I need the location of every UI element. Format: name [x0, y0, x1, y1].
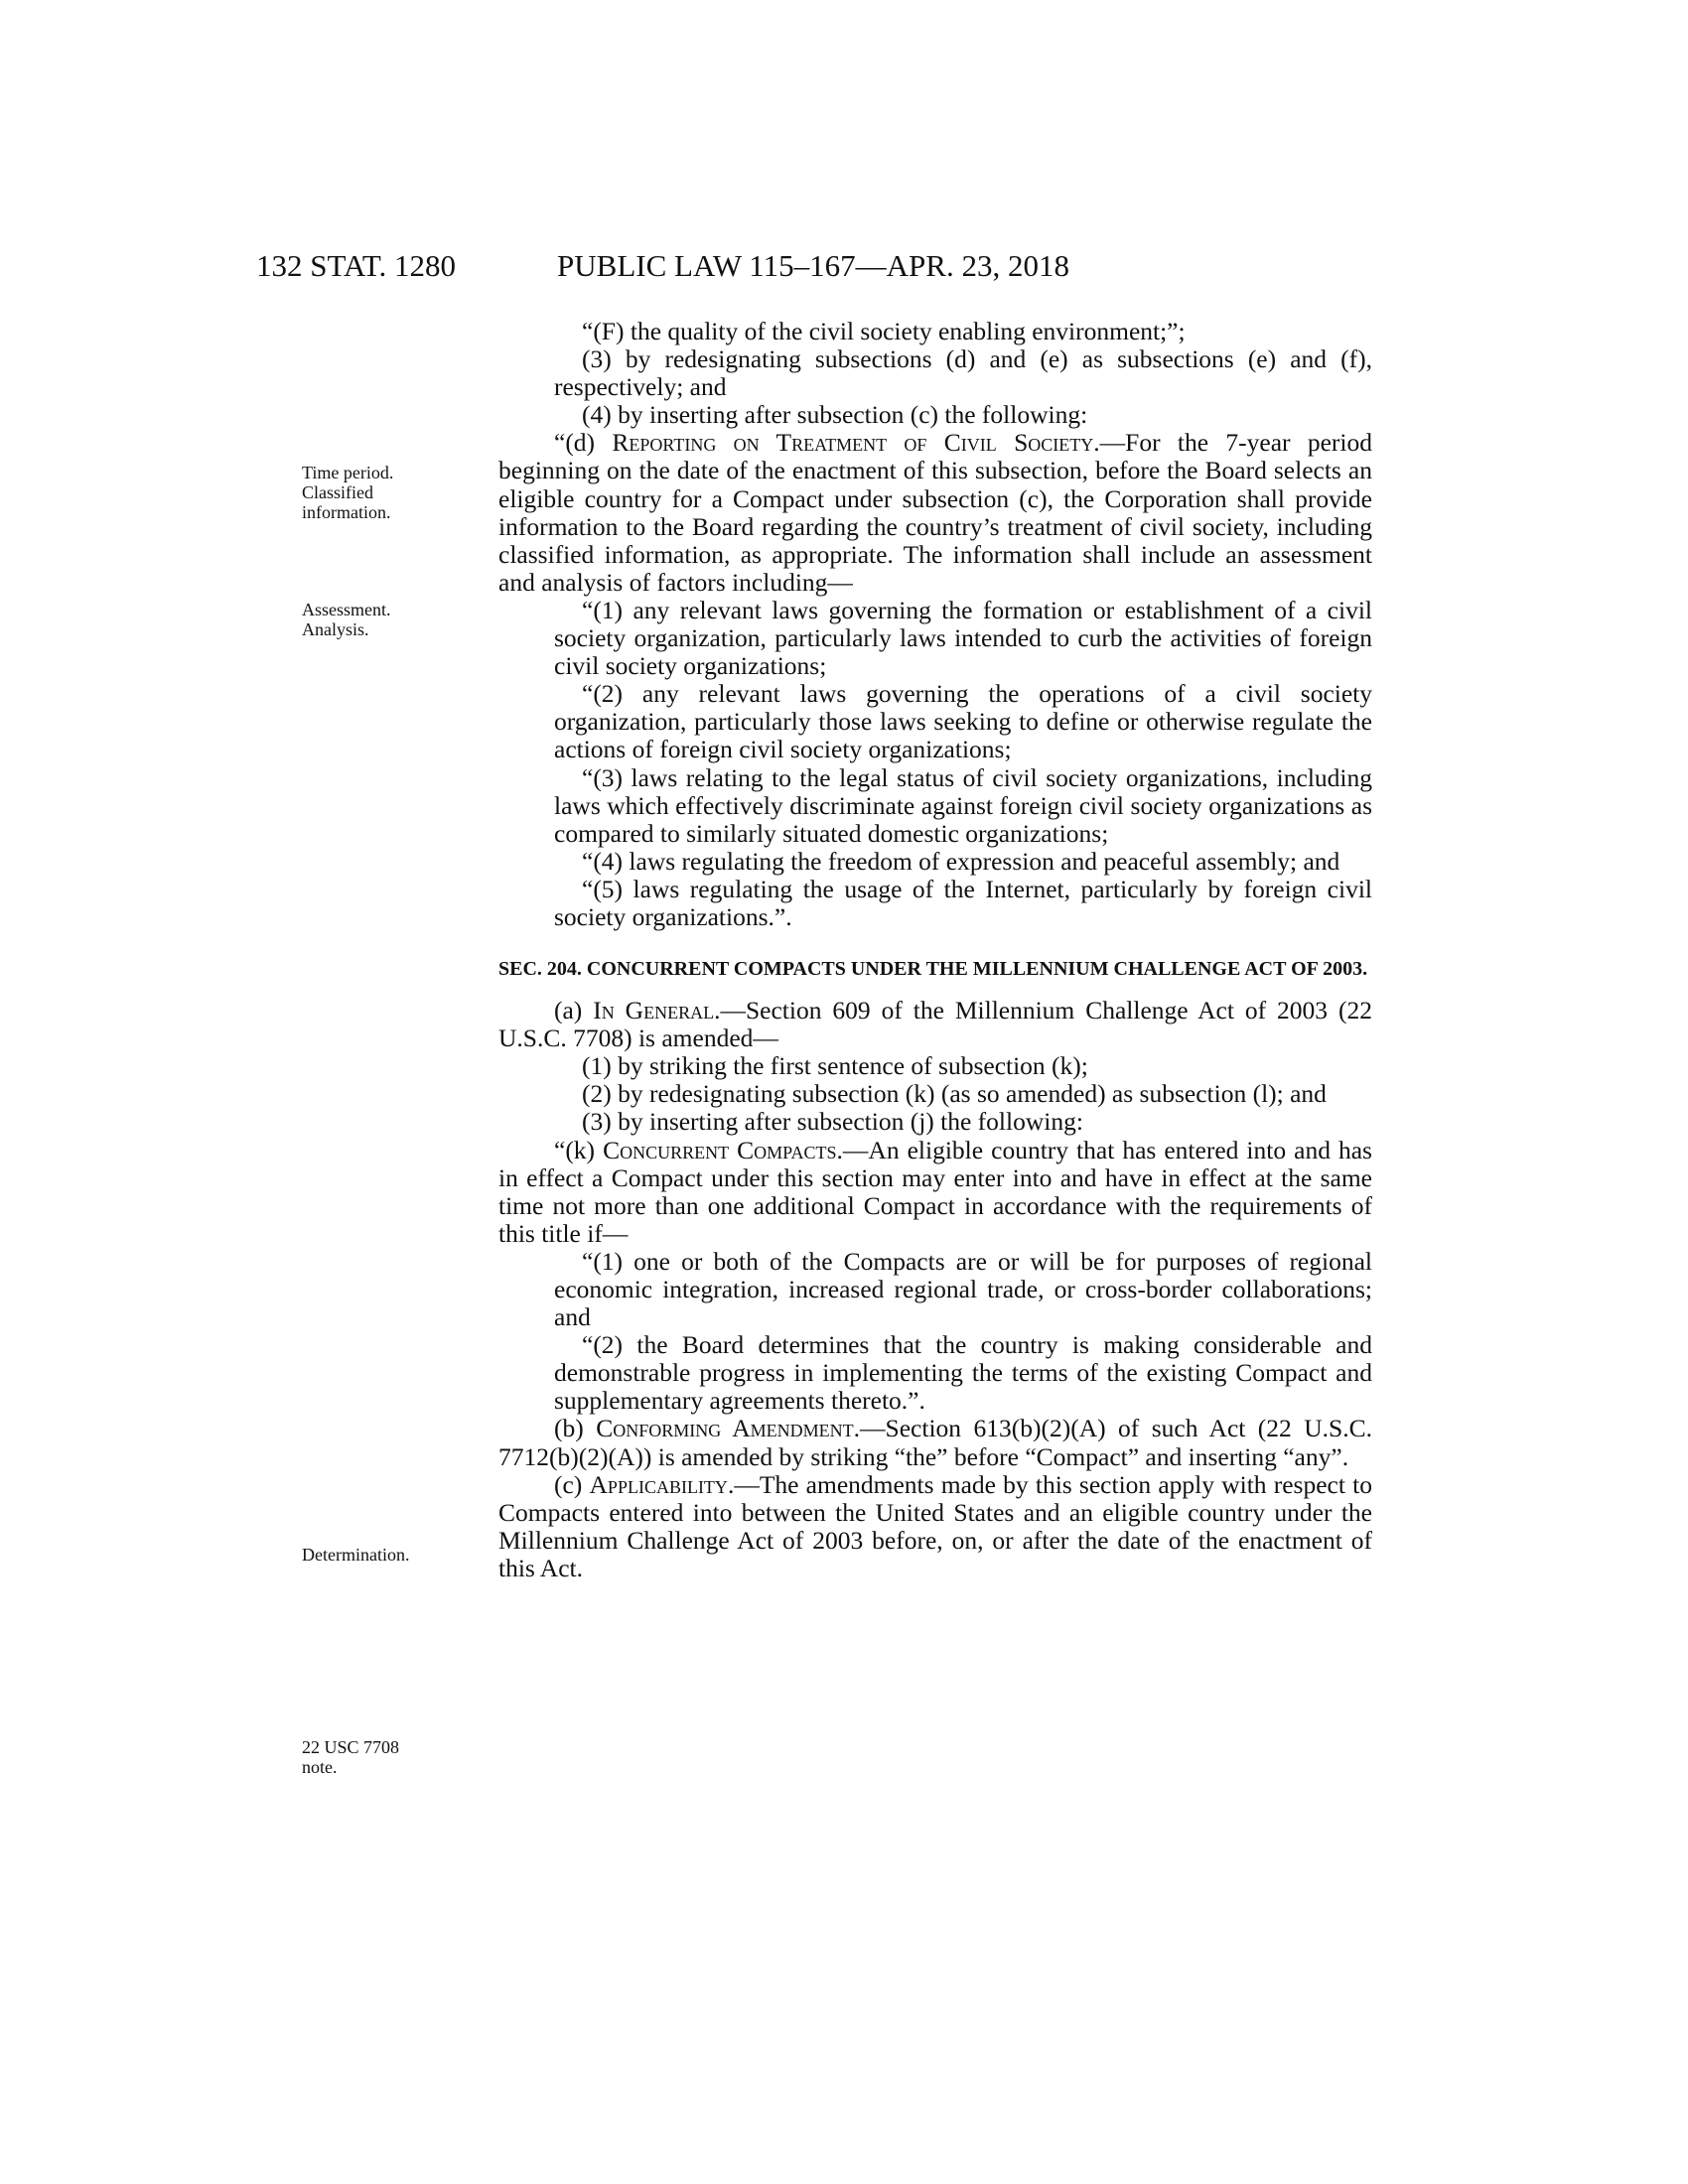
margin-note-line: Assessment.	[302, 600, 391, 619]
amendment-1: (1) by striking the first sentence of subsection (k);	[582, 1051, 1088, 1081]
subsection-d	[498, 429, 1372, 597]
factor-5: “(5) laws regulating the usage of the Internet, particularly by foreign civil society organizations.”.	[554, 874, 1372, 931]
stat-citation: 132 STAT. 1280	[256, 248, 457, 283]
subsection-c	[498, 1471, 1372, 1582]
margin-note-line: Time period.	[302, 463, 394, 482]
subsection-a	[498, 997, 1372, 1052]
subsection-a-heading: In General	[593, 996, 715, 1025]
factor-2: “(2) any relevant laws governing the operations of a civil society organization, particularly those laws seeking to define or otherwise regulate the actions of foreign civil society organizations;	[554, 679, 1372, 764]
subsection-k	[498, 1137, 1372, 1248]
amendment-2: (2) by redesignating subsection (k) (as so amended) as subsection (l); and	[582, 1079, 1327, 1109]
factor-1: “(1) any relevant laws governing the formation or establishment of a civil society organization, particularly laws intended to curb the activities of foreign civil society organizations;	[554, 595, 1372, 681]
margin-note-usc	[302, 1737, 451, 1777]
subsection-c-heading: Applicability	[589, 1469, 728, 1499]
section-heading: SEC. 204. CONCURRENT COMPACTS UNDER THE MILLENNIUM CHALLENGE ACT OF 2003.	[498, 958, 1368, 981]
margin-note-line: Analysis.	[302, 619, 369, 639]
subsection-k-label: “(k)	[554, 1135, 604, 1164]
paragraph-3: (3) by redesignating subsections (d) and (e) as subsections (e) and (f), respectively; and	[554, 344, 1372, 402]
subsection-b-heading: Conforming Amendment	[596, 1414, 854, 1443]
margin-note-line: Classified	[302, 482, 373, 502]
paragraph-4: (4) by inserting after subsection (c) the following:	[582, 400, 1088, 430]
subsection-k-heading: Concurrent Compacts	[603, 1135, 837, 1164]
subsection-d-label: “(d)	[554, 428, 613, 458]
subsection-k-text: .—An eligible country that has entered into and has in effect a Compact under this section may enter into and have in effect at the same time not more than one additional Compact in accordance with the requirements of this title if—	[498, 1135, 1372, 1248]
margin-note-assessment	[302, 600, 451, 639]
subsection-a-text: .—Section 609 of the Millennium Challenge Act of 2003 (22 U.S.C. 7708) is amended—	[498, 996, 1372, 1053]
statute-body	[498, 318, 1372, 1582]
subsection-b-text: .—Section 613(b)(2)(A) of such Act (22 U.S.C. 7712(b)(2)(A)) is amended by striking “the” before “Compact” and inserting “any”.	[498, 1414, 1372, 1471]
subsection-d-text: .—For the 7-year period beginning on the date of the enactment of this subsection, before the Board selects an eligible country for a Compact under subsection (c), the Corporation shall provide information to the Board regarding the country’s treatment of civil society, including classified information, as appropriate. The information shall include an assessment and analysis of factors including—	[498, 428, 1372, 597]
paragraph-f: “(F) the quality of the civil society enabling environment;”;	[582, 317, 1186, 345]
factor-4: “(4) laws regulating the freedom of expression and peaceful assembly; and	[582, 846, 1340, 876]
margin-note-determination	[302, 1545, 451, 1565]
condition-2: “(2) the Board determines that the country is making considerable and demonstrable progress in implementing the terms of the existing Compact and supplementary agreements thereto.”.	[554, 1330, 1372, 1416]
subsection-c-label: (c)	[554, 1469, 590, 1499]
margin-note-time-period	[302, 463, 451, 522]
margin-note-line: information.	[302, 502, 391, 522]
page-header	[256, 248, 1370, 288]
factor-3: “(3) laws relating to the legal status of civil society organizations, including laws which effectively discriminate against foreign civil society organizations as compared to similarly situated domestic organizations;	[554, 762, 1372, 848]
margin-note-line: Determination.	[302, 1545, 410, 1565]
margin-note-line: 22 USC 7708	[302, 1737, 400, 1757]
condition-1: “(1) one or both of the Compacts are or will be for purposes of regional economic integration, increased regional trade, or cross-border collaborations; and	[554, 1246, 1372, 1332]
subsection-a-label: (a)	[554, 996, 594, 1025]
amendment-3: (3) by inserting after subsection (j) the following:	[582, 1107, 1083, 1137]
subsection-b-label: (b)	[554, 1414, 597, 1443]
law-title: PUBLIC LAW 115–167—APR. 23, 2018	[557, 248, 1069, 283]
subsection-d-heading: Reporting on Treatment of Civil Society	[612, 428, 1094, 458]
subsection-b	[498, 1415, 1372, 1470]
subsection-c-text: .—The amendments made by this section apply with respect to Compacts entered into between the United States and an eligible country under the Millennium Challenge Act of 2003 before, on, or after the date of the enactment of this Act.	[498, 1469, 1372, 1582]
margin-note-line: note.	[302, 1757, 338, 1777]
